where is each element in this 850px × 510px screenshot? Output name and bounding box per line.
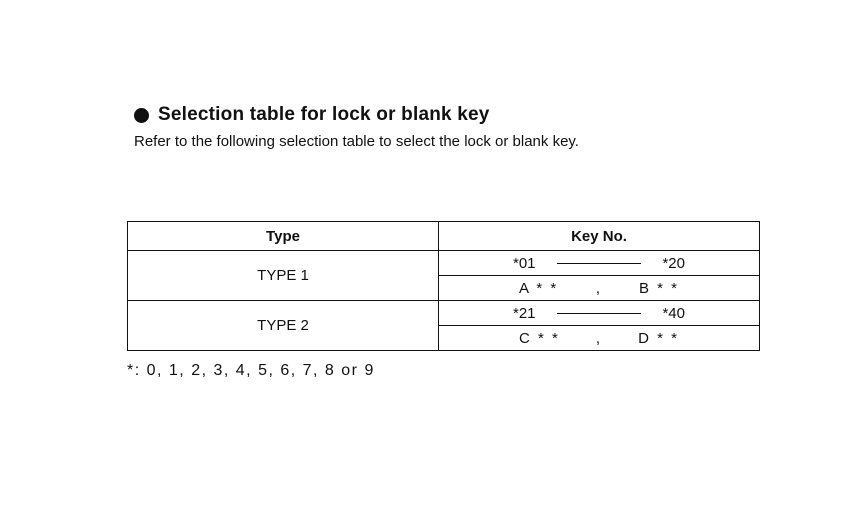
type-cell: TYPE 1: [128, 251, 439, 301]
key-range-cell: [439, 301, 760, 326]
pair-separator: ,: [595, 329, 603, 347]
type-cell: TYPE 2: [128, 301, 439, 351]
range-from: *21: [513, 304, 536, 322]
table-row: [128, 251, 760, 276]
key-pair-cell: [439, 326, 760, 351]
pair-separator: ,: [595, 279, 603, 297]
range-to: *40: [662, 304, 685, 322]
key-pair-cell: [439, 276, 760, 301]
header-type: Type: [128, 222, 439, 251]
pair-second: B * *: [638, 279, 679, 297]
section-heading: [134, 104, 490, 126]
pair-second: D * *: [638, 329, 679, 347]
key-range-cell: [439, 251, 760, 276]
range-dash: [557, 313, 641, 314]
range-from: *01: [513, 254, 536, 272]
pair-first: C * *: [519, 329, 560, 347]
range-to: *20: [662, 254, 685, 272]
heading-text: Selection table for lock or blank key: [158, 104, 490, 125]
intro-text: Refer to the following selection table to select the lock or blank key.: [134, 133, 579, 150]
pair-first: A * *: [519, 279, 559, 297]
range-dash: [557, 263, 641, 264]
selection-table: [127, 221, 760, 351]
header-key-no: Key No.: [439, 222, 760, 251]
table-header-row: [128, 222, 760, 251]
bullet-icon: [134, 108, 149, 123]
footnote: *: 0, 1, 2, 3, 4, 5, 6, 7, 8 or 9: [127, 362, 375, 379]
table-row: [128, 301, 760, 326]
